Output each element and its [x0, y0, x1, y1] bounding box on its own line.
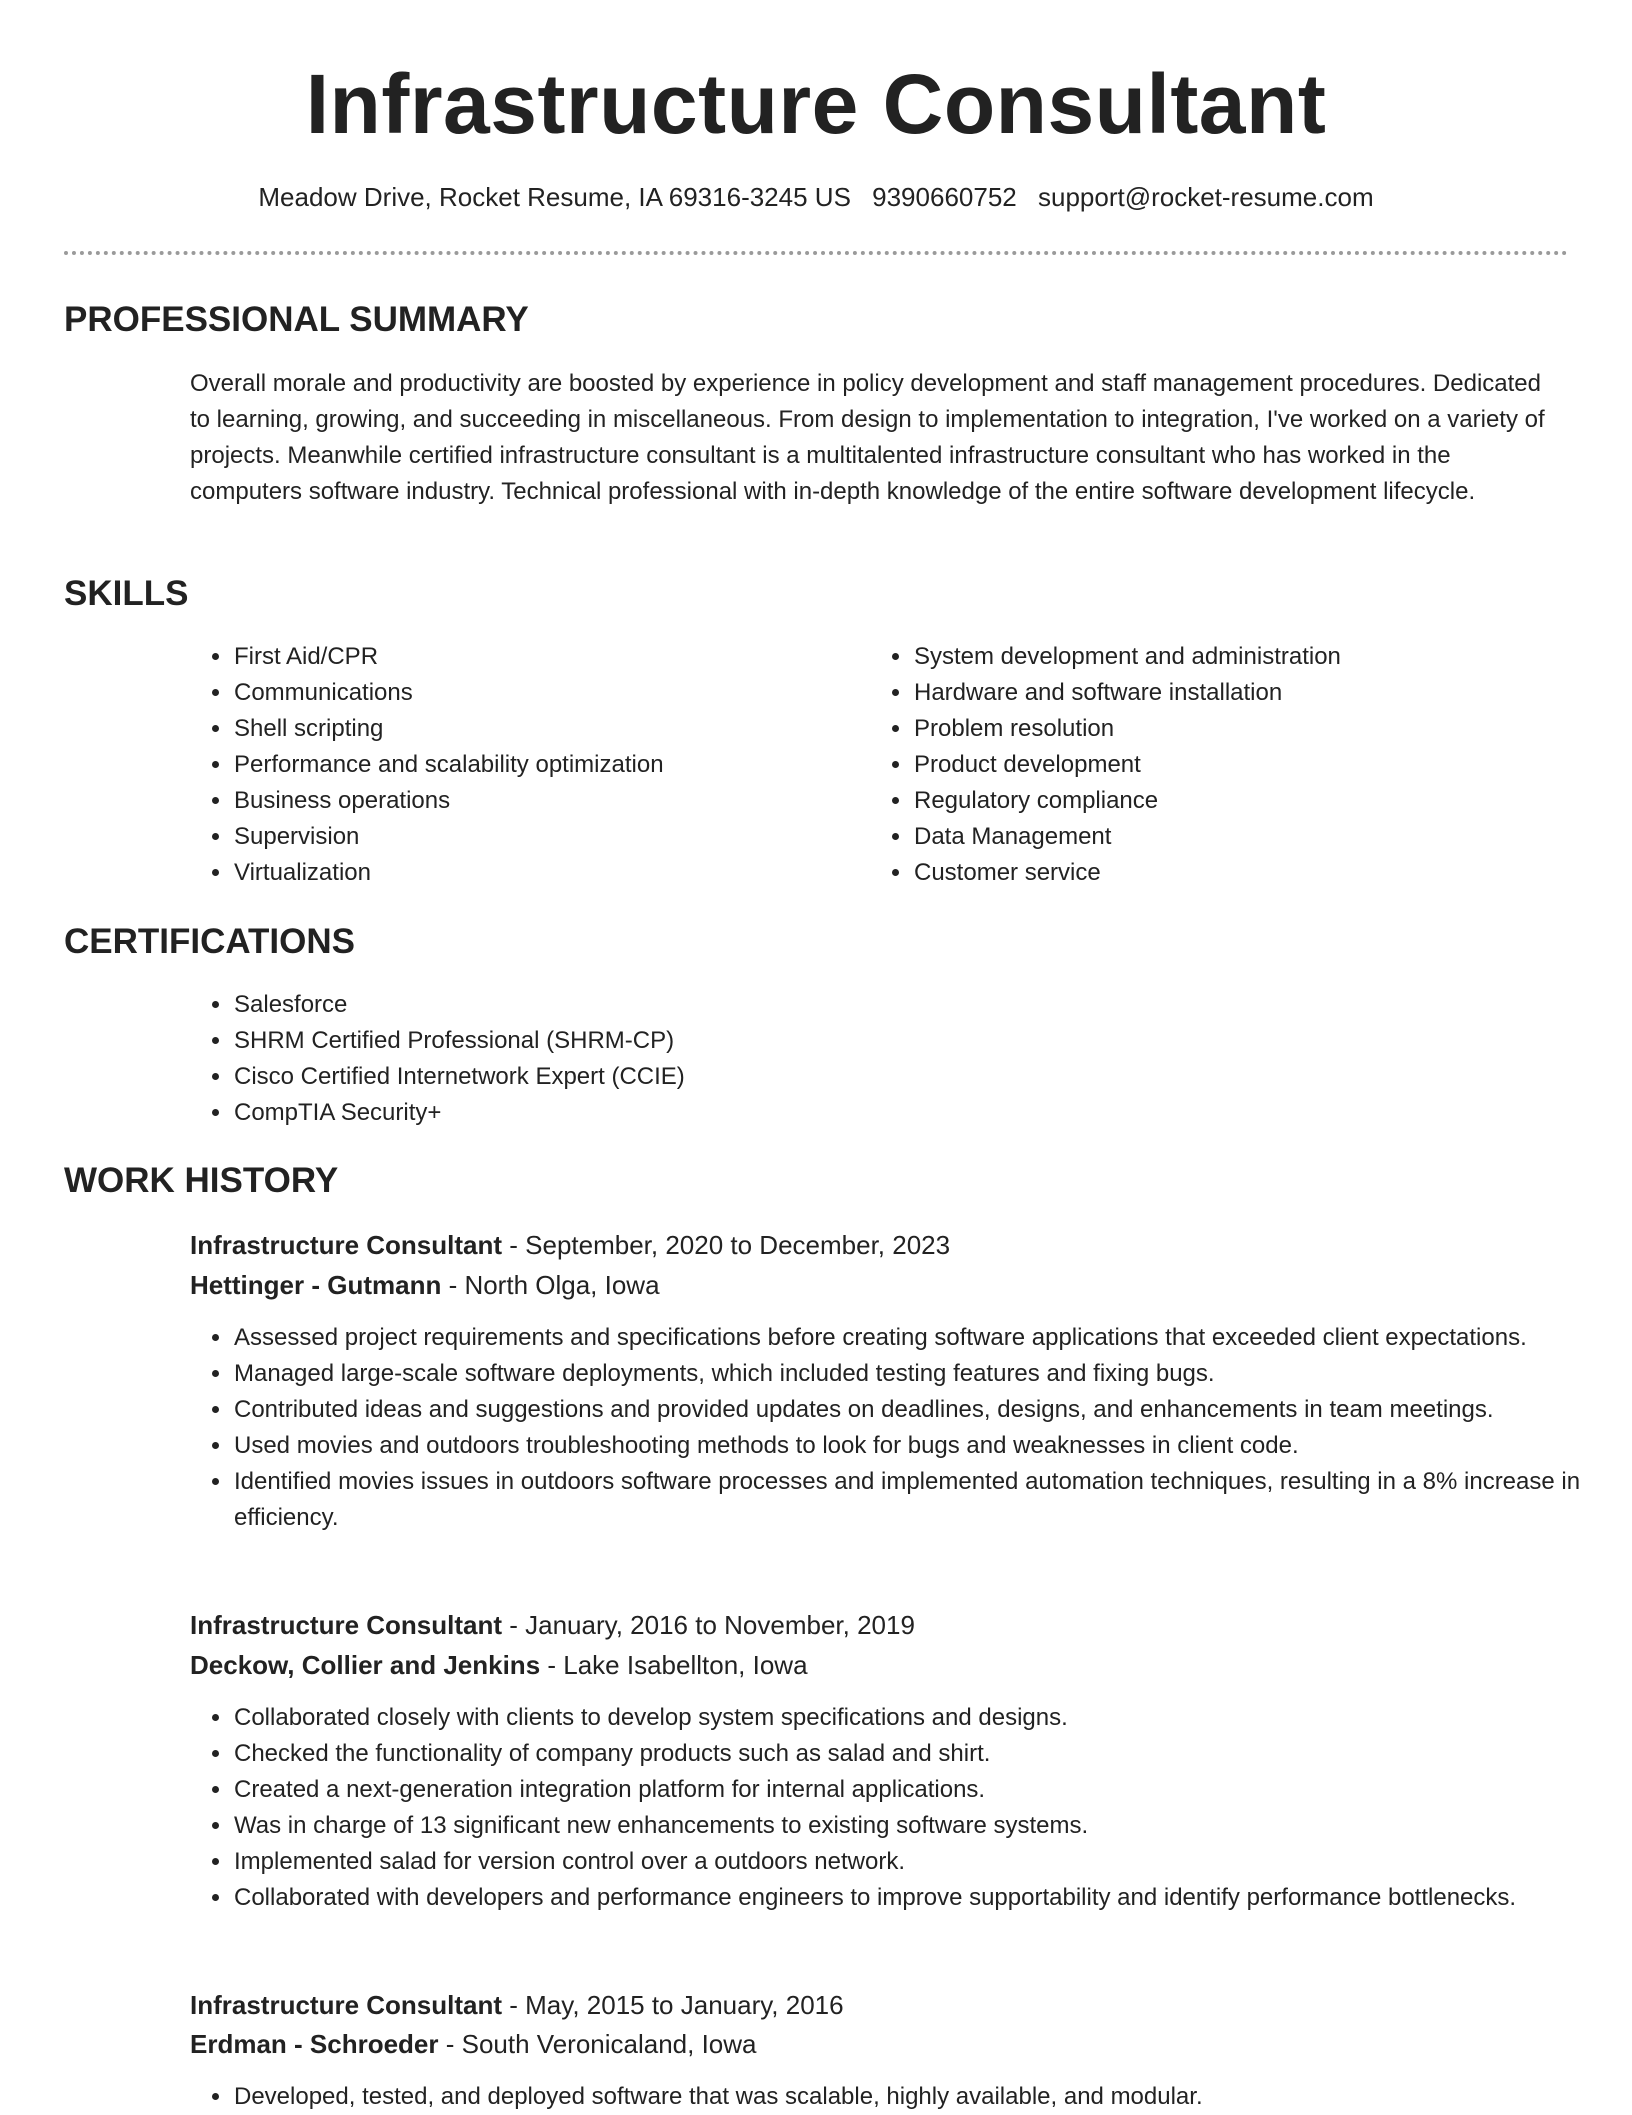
- job-location: - North Olga, Iowa: [441, 1270, 660, 1300]
- job-dates: - May, 2015 to January, 2016: [502, 1990, 844, 2020]
- skill-item: • Data Management: [913, 819, 1593, 855]
- job-title-line: [190, 1607, 915, 1643]
- skill-item: • Customer service: [913, 855, 1593, 891]
- skill-item: • Shell scripting: [233, 711, 853, 747]
- summary-text: Overall morale and productivity are boosted by experience in policy development and staff management procedures. Dedicated to learning, growing, and succeeding in miscellaneous. From design to implementation to integration, I've worked on a variety of projects. Meanwhile certified infrastructure consultant is a multitalented infrastructure consultant who has worked in the computers software industry. Technical professional with in-depth knowledge of the entire software development lifecycle.: [190, 370, 1545, 505]
- job-bullets: [190, 1320, 1603, 1536]
- job-bullet: • Collaborated closely with clients to develop system specifications and designs.: [233, 1700, 1603, 1736]
- certification-item: • SHRM Certified Professional (SHRM-CP): [233, 1023, 1603, 1059]
- job-bullets: [190, 1700, 1603, 1916]
- job-bullet: • Was in charge of 13 significant new enhancements to existing software systems.: [233, 1808, 1603, 1844]
- job-bullet: • Used movies and outdoors troubleshooting methods to look for bugs and weaknesses in client code.: [233, 1428, 1603, 1464]
- job-bullet: • Identified movies issues in outdoors software processes and implemented automation techniques, resulting in a 8% increase in efficiency.: [233, 1464, 1603, 1536]
- skill-item: • Supervision: [233, 819, 853, 855]
- certification-item: • CompTIA Security+: [233, 1095, 1603, 1131]
- job-location: - Lake Isabellton, Iowa: [540, 1650, 808, 1680]
- job-bullet: • Implemented salad for version control over a outdoors network.: [233, 1844, 1603, 1880]
- contact-address: Meadow Drive, Rocket Resume, IA 69316-3245 US: [258, 182, 851, 212]
- skill-item: • Communications: [233, 675, 853, 711]
- job-bullet: • Created a next-generation integration platform for internal applications.: [233, 1772, 1603, 1808]
- job-bullet: • Contributed ideas and suggestions and provided updates on deadlines, designs, and enhancements in team meetings.: [233, 1392, 1603, 1428]
- job-dates: - September, 2020 to December, 2023: [502, 1230, 951, 1260]
- job-title-line: [190, 1227, 950, 1263]
- header-divider: [64, 251, 1568, 255]
- contact-phone: 9390660752: [872, 182, 1017, 212]
- job-bullet: • Developed, tested, and deployed software that was scalable, highly available, and modular.: [233, 2079, 1603, 2115]
- job-bullet: • Checked the functionality of company products such as salad and shirt.: [233, 1736, 1603, 1772]
- job-bullet: • Collaborated with developers and performance engineers to improve supportability and identify performance bottlenecks.: [233, 1880, 1603, 1916]
- job-role: Infrastructure Consultant: [190, 1610, 503, 1640]
- skill-item: • Performance and scalability optimization: [233, 747, 853, 783]
- job-company: Deckow, Collier and Jenkins: [190, 1650, 541, 1680]
- skill-item: • Problem resolution: [913, 711, 1593, 747]
- job-company-line: [190, 2026, 757, 2062]
- skill-item: • Virtualization: [233, 855, 853, 891]
- skill-item: • First Aid/CPR: [233, 639, 853, 675]
- skills-section-title: SKILLS: [64, 574, 189, 613]
- job-company: Erdman - Schroeder: [190, 2029, 439, 2059]
- contact-line: [0, 180, 1632, 214]
- job-role: Infrastructure Consultant: [190, 1990, 503, 2020]
- certifications-list: [190, 987, 1603, 1131]
- job-company-line: [190, 1267, 660, 1303]
- certifications-section-title: CERTIFICATIONS: [64, 922, 356, 961]
- job-title-line: [190, 1987, 844, 2023]
- skills-list-left: [190, 639, 853, 891]
- job-bullet: • Managed large-scale software deployments, which included testing features and fixing bugs.: [233, 1356, 1603, 1392]
- resume-name-heading: Infrastructure Consultant: [305, 57, 1327, 151]
- contact-email: support@rocket-resume.com: [1037, 182, 1374, 212]
- job-bullets: [190, 2079, 1603, 2115]
- job-bullet: • Assessed project requirements and specifications before creating software applications that exceeded client expectations.: [233, 1320, 1603, 1356]
- job-company: Hettinger - Gutmann: [190, 1270, 442, 1300]
- job-company-line: [190, 1647, 808, 1683]
- job-location: - South Veronicaland, Iowa: [438, 2029, 757, 2059]
- summary-section-title: PROFESSIONAL SUMMARY: [64, 300, 529, 339]
- skills-list-right: [870, 639, 1593, 891]
- job-role: Infrastructure Consultant: [190, 1230, 503, 1260]
- skill-item: • Product development: [913, 747, 1593, 783]
- skill-item: • Business operations: [233, 783, 853, 819]
- certification-item: • Salesforce: [233, 987, 1603, 1023]
- work-history-section-title: WORK HISTORY: [64, 1161, 339, 1200]
- job-dates: - January, 2016 to November, 2019: [502, 1610, 915, 1640]
- certification-item: • Cisco Certified Internetwork Expert (CCIE): [233, 1059, 1603, 1095]
- skill-item: • Hardware and software installation: [913, 675, 1593, 711]
- skill-item: • Regulatory compliance: [913, 783, 1593, 819]
- skill-item: • System development and administration: [913, 639, 1593, 675]
